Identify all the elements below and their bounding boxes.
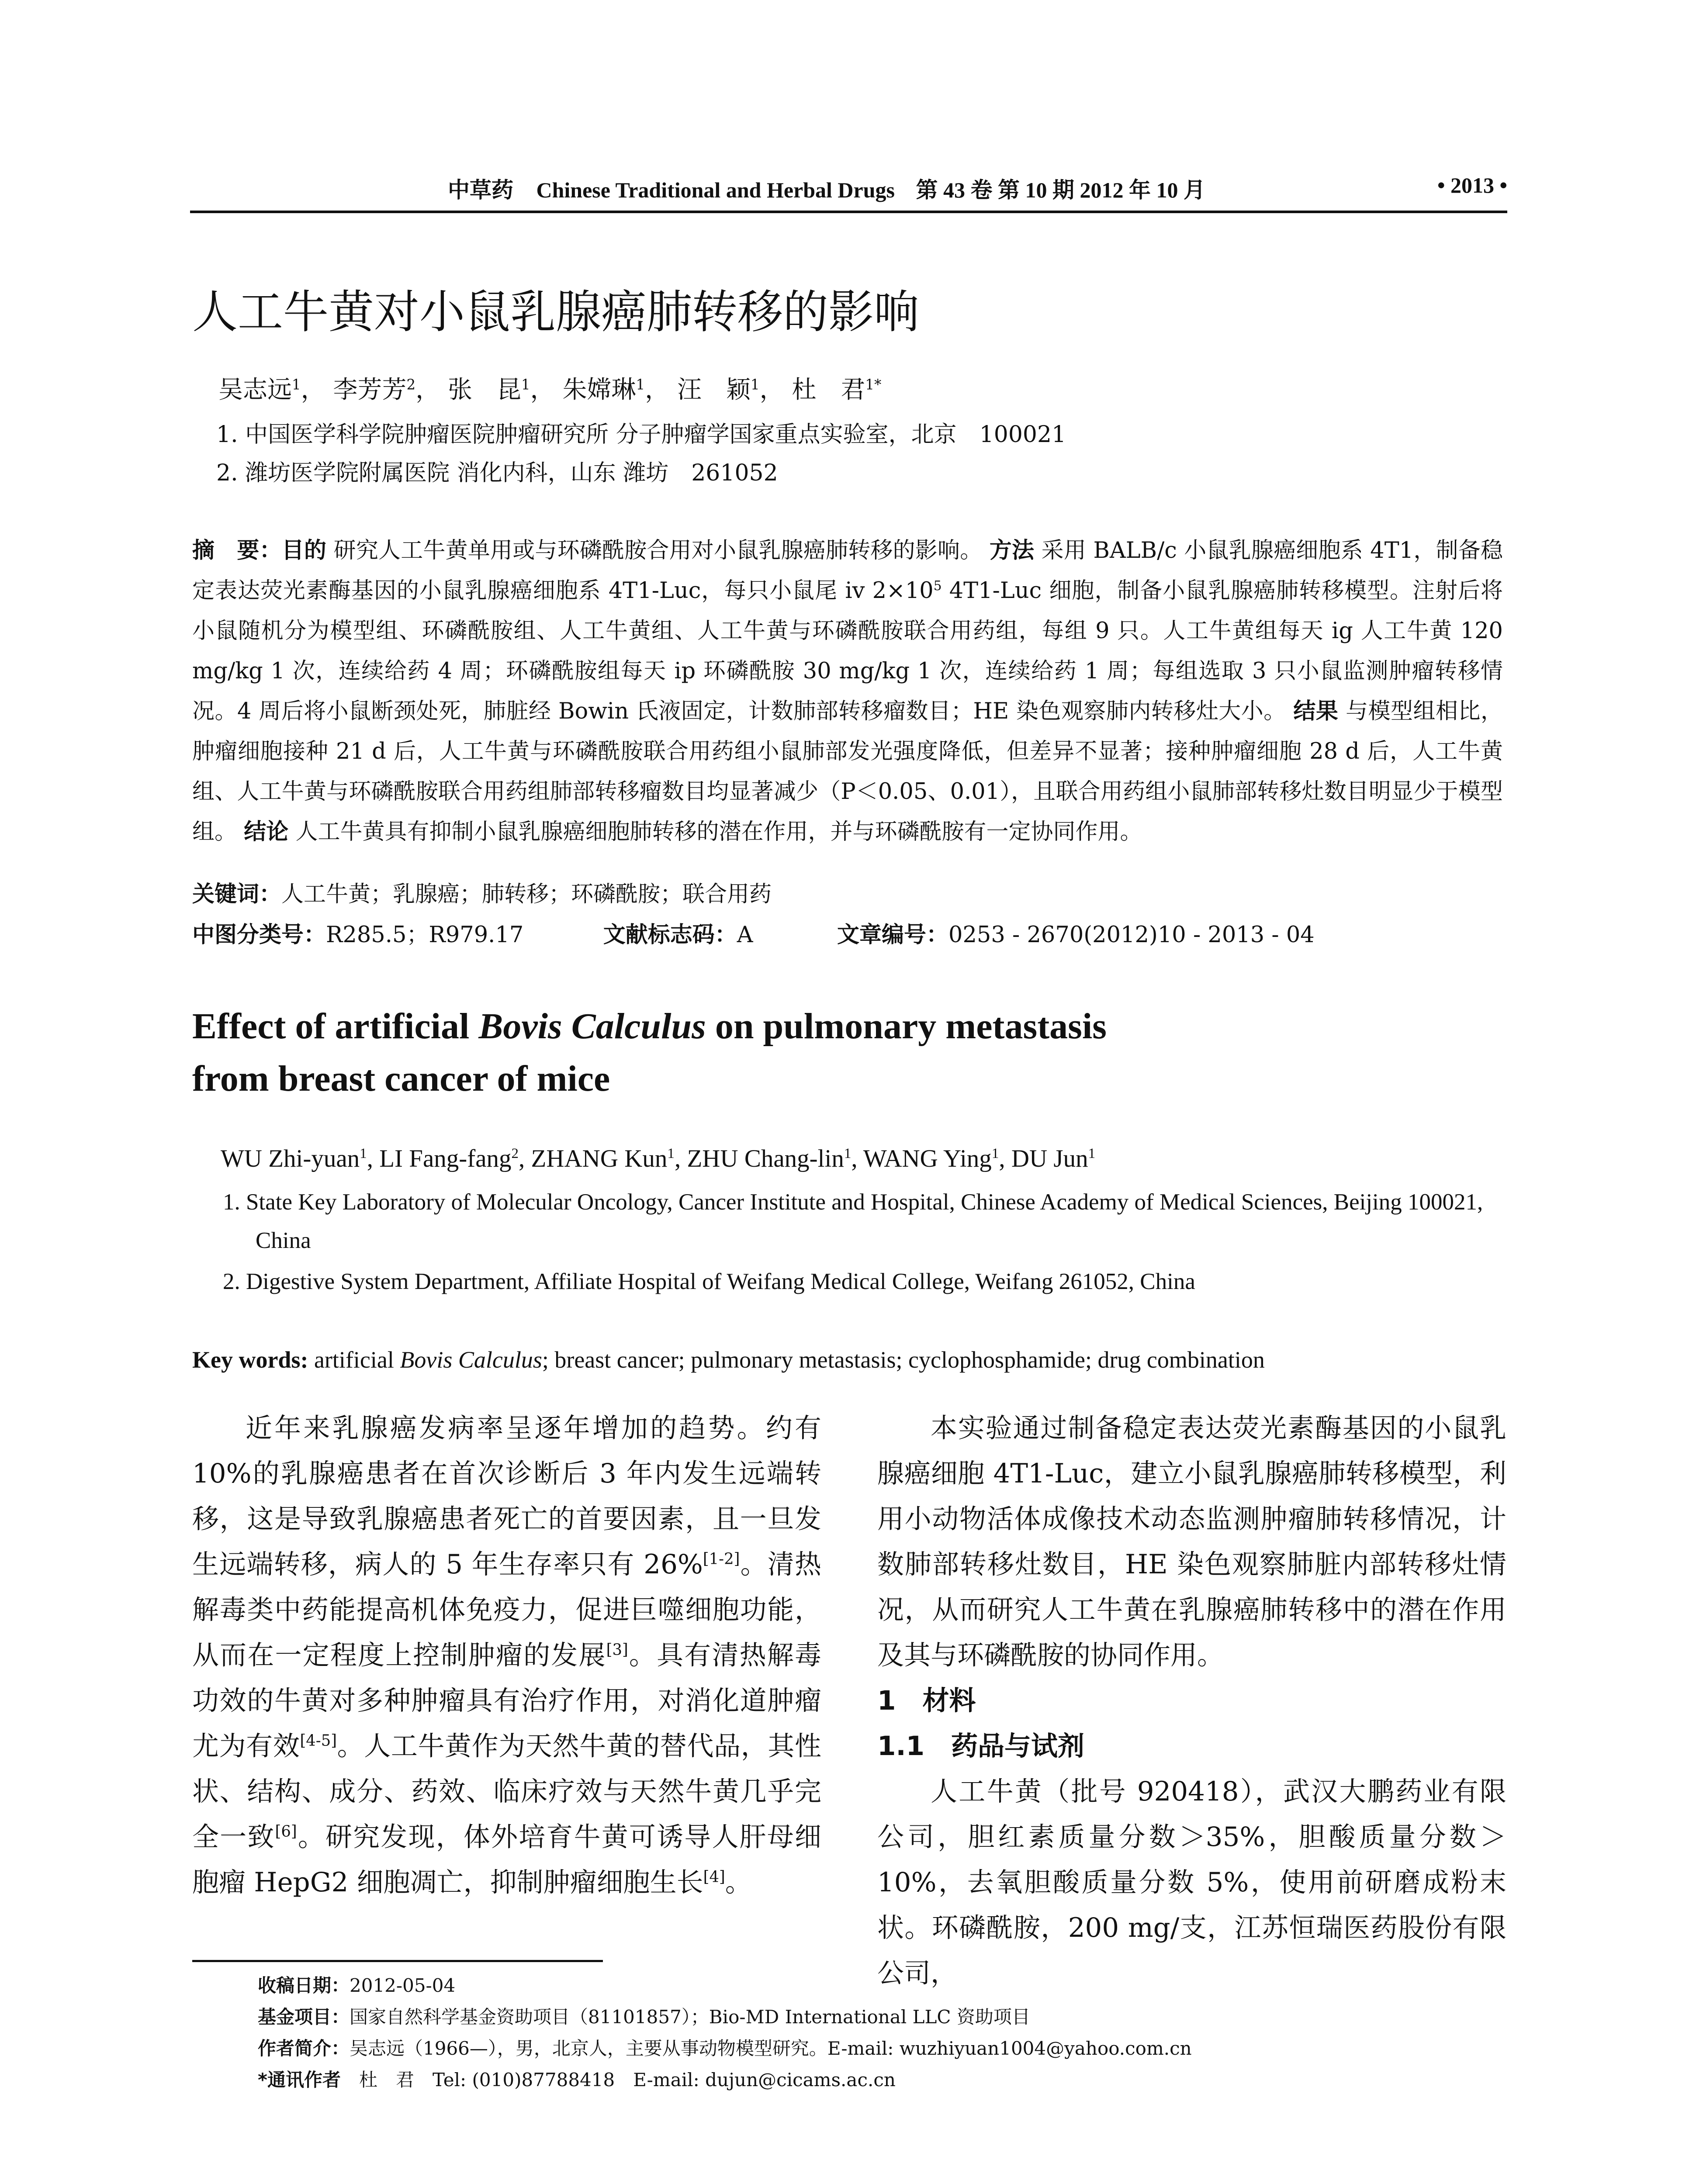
article-id-value: 0253 - 2670(2012)10 - 2013 - 04: [948, 922, 1315, 948]
author-cn: 李芳芳$^2$: [333, 376, 416, 404]
affiliation-cn-1: 1. 中国医学科学院肿瘤医院肿瘤研究所 分子肿瘤学国家重点实验室，北京 100021: [216, 422, 1066, 448]
results-text: 与模型组相比，肿瘤细胞接种 21 d 后，人工牛黄与环磷酰胺联合用药组小鼠肺部发光强度降低，但差异不显著；接种肿瘤细胞 28 d 后，人工牛黄组、人工牛黄与环磷酰胺联合用药组肺部转移瘤数目均显著减少（P＜0.05、0.01），且联合用药组小鼠肺部转移灶数目明显少于模型组。: [192, 698, 1503, 845]
author-cn: 杜 君$^{1*}$: [792, 376, 882, 404]
intro-paragraph: 近年来乳腺癌发病率呈逐年增加的趋势。约有 10%的乳腺癌患者在首次诊断后 3 年内发生远端转移，这是导致乳腺癌患者死亡的首要因素，且一旦发生远端转移，病人的 5 年生存率只有 26%[1-2]。清热解毒类中药能提高机体免疫力，促进巨噬细胞功能，从而在一定程度上控制肿瘤的发展[3]。具有清热解毒功效的牛黄对多种肿瘤具有治疗作用，对消化道肿瘤尤为有效[4-5]。人工牛黄作为天然牛黄的替代品，其性状、结构、成分、药效、临床疗效与天然牛黄几乎完全一致[6]。研究发现，体外培育牛黄可诱导人肝母细胞瘤 HepG2 细胞凋亡，抑制肿瘤细胞生长[4]。: [192, 1413, 821, 1898]
clc-label: 中图分类号：: [192, 922, 326, 948]
keywords-en: Key words: artificial Bovis Calculus; breast cancer; pulmonary metastasis; cyclophosphamide; drug combination: [192, 1347, 1265, 1373]
materials-paragraph: 人工牛黄（批号 920418），武汉大鹏药业有限公司，胆红素质量分数＞35%，胆酸质量分数＞10%，去氧胆酸质量分数 5%，使用前研磨成粉末状。环磷酰胺，200 mg/支，江苏恒瑞医药股份有限公司，: [877, 1776, 1506, 1989]
author-cn: 朱嫦琳$^1$: [562, 376, 645, 404]
authors-cn: 吴志远$^1$， 李芳芳$^2$， 张 昆$^1$， 朱嫦琳$^1$， 汪 颖$^1$， 杜 君$^{1*}$: [218, 376, 882, 404]
keywords-cn-text: 人工牛黄；乳腺癌；肺转移；环磷酰胺；联合用药: [281, 881, 772, 907]
author-en: ZHANG Kun$^1$: [531, 1145, 675, 1172]
author-en: ZHU Chang-lin$^1$: [687, 1145, 851, 1172]
doc-code-value: A: [737, 922, 753, 948]
author-en: DU Jun$^1$: [1011, 1145, 1096, 1172]
title-en: Effect of artificial Bovis Calculus on pulmonary metastasis from breast cancer of mice: [192, 1006, 1107, 1099]
keywords-en-label: Key words:: [192, 1347, 308, 1373]
footnote-correspondence: *通讯作者 杜 君 Tel: (010)87788418 E-mail: dujun@cicams.ac.cn: [258, 2069, 896, 2091]
title-cn: 人工牛黄对小鼠乳腺癌肺转移的影响: [192, 285, 920, 339]
footnote-rule: [192, 1960, 603, 1962]
footnotes: [258, 1970, 1507, 2096]
author-en: WU Zhi-yuan$^1$: [221, 1145, 367, 1172]
author-en: LI Fang-fang$^2$: [379, 1145, 519, 1172]
body-column-right: [877, 1406, 1506, 1996]
journal-header: [448, 173, 1205, 204]
results-label: 结果: [1293, 698, 1339, 724]
methods-text: 采用 BALB/c 小鼠乳腺癌细胞系 4T1，制备稳定表达荧光素酶基因的小鼠乳腺癌细胞系 4T1-Luc，每只小鼠尾 iv $2\times 10^5$ 4T1-Luc 细胞，制备小鼠乳腺癌肺转移模型。注射后将小鼠随机分为模型组、环磷酰胺组、人工牛黄组、人工牛黄与环磷酰胺联合用药组，每组 9 只。人工牛黄组每天 ig 人工牛黄 120 mg/kg 1 次，连续给药 4 周；环磷酰胺组每天 ip 环磷酰胺 30 mg/kg 1 次，连续给药 1 周；每组选取 3 只小鼠监测肿瘤转移情况。4 周后将小鼠断颈处死，肺脏经 Bowin 氏液固定，计数肺部转移瘤数目；HE 染色观察肺内转移灶大小。: [192, 538, 1503, 724]
author-cn: 吴志远$^1$: [218, 376, 301, 404]
authors-en: WU Zhi-yuan$^1$, LI Fang-fang$^2$, ZHANG Kun$^1$, ZHU Chang-lin$^1$, WANG Ying$^1$, DU Jun$^1$: [221, 1145, 1096, 1172]
study-aim-paragraph: 本实验通过制备稳定表达荧光素酶基因的小鼠乳腺癌细胞 4T1-Luc，建立小鼠乳腺癌肺转移模型，利用小动物活体成像技术动态监测肿瘤肺转移情况，计数肺部转移灶数目，HE 染色观察肺脏内部转移灶情况，从而研究人工牛黄在乳腺癌肺转移中的潜在作用及其与环磷酰胺的协同作用。: [877, 1413, 1506, 1671]
conclusion-label: 结论: [244, 819, 289, 845]
abstract-label: 摘 要：: [192, 538, 282, 563]
section-heading-1-1: 1.1 药品与试剂: [877, 1731, 1085, 1762]
footnote-funding: 基金项目：国家自然科学基金资助项目（81101857）；Bio-MD International LLC 资助项目: [258, 2006, 1030, 2028]
author-cn: 汪 颖$^1$: [677, 376, 760, 404]
running-header: [190, 173, 1507, 207]
clc-value: R285.5；R979.17: [326, 922, 524, 948]
classification-line: [192, 916, 1315, 949]
page-number: • 2013 •: [1437, 173, 1507, 197]
affiliation-en-2: 2. Digestive System Department, Affiliate Hospital of Weifang Medical College, Weifang 261052, China: [223, 1269, 1195, 1294]
footnote-author-bio: 作者简介：吴志远（1966—），男，北京人，主要从事动物模型研究。E-mail: wuzhiyuan1004@yahoo.com.cn: [258, 2038, 1192, 2059]
affiliation-en-1: 1. State Key Laboratory of Molecular Oncology, Cancer Institute and Hospital, Chinese Academy of Medical Sciences, Beijing 100021, China: [223, 1189, 1483, 1253]
objective-label: 目的: [281, 538, 327, 563]
methods-label: 方法: [989, 538, 1035, 563]
body-column-left: [192, 1406, 821, 1905]
affiliation-cn-2: 2. 潍坊医学院附属医院 消化内科，山东 潍坊 261052: [216, 460, 778, 486]
author-cn: 张 昆$^1$: [447, 376, 530, 404]
doc-code-label: 文献标志码：: [603, 922, 737, 948]
conclusion-text: 人工牛黄具有抑制小鼠乳腺癌细胞肺转移的潜在作用，并与环磷酰胺有一定协同作用。: [295, 819, 1142, 845]
header-rule: [190, 211, 1507, 213]
article-id-label: 文章编号：: [837, 922, 949, 948]
journal-name-cn: 中草药: [448, 177, 513, 203]
keywords-cn: [192, 876, 772, 908]
objective-text: 研究人工牛黄单用或与环磷酰胺合用对小鼠乳腺癌肺转移的影响。: [333, 538, 983, 563]
abstract-cn: [192, 531, 1503, 852]
keywords-cn-label: 关键词：: [192, 881, 282, 907]
footnote-received: 收稿日期：2012-05-04: [258, 1975, 456, 1996]
section-heading-1: 1 材料: [877, 1685, 976, 1716]
journal-name-en: Chinese Traditional and Herbal Drugs: [536, 178, 895, 202]
journal-issue: 第 43 卷 第 10 期 2012 年 10 月: [916, 178, 1205, 202]
author-en: WANG Ying$^1$: [863, 1145, 999, 1172]
